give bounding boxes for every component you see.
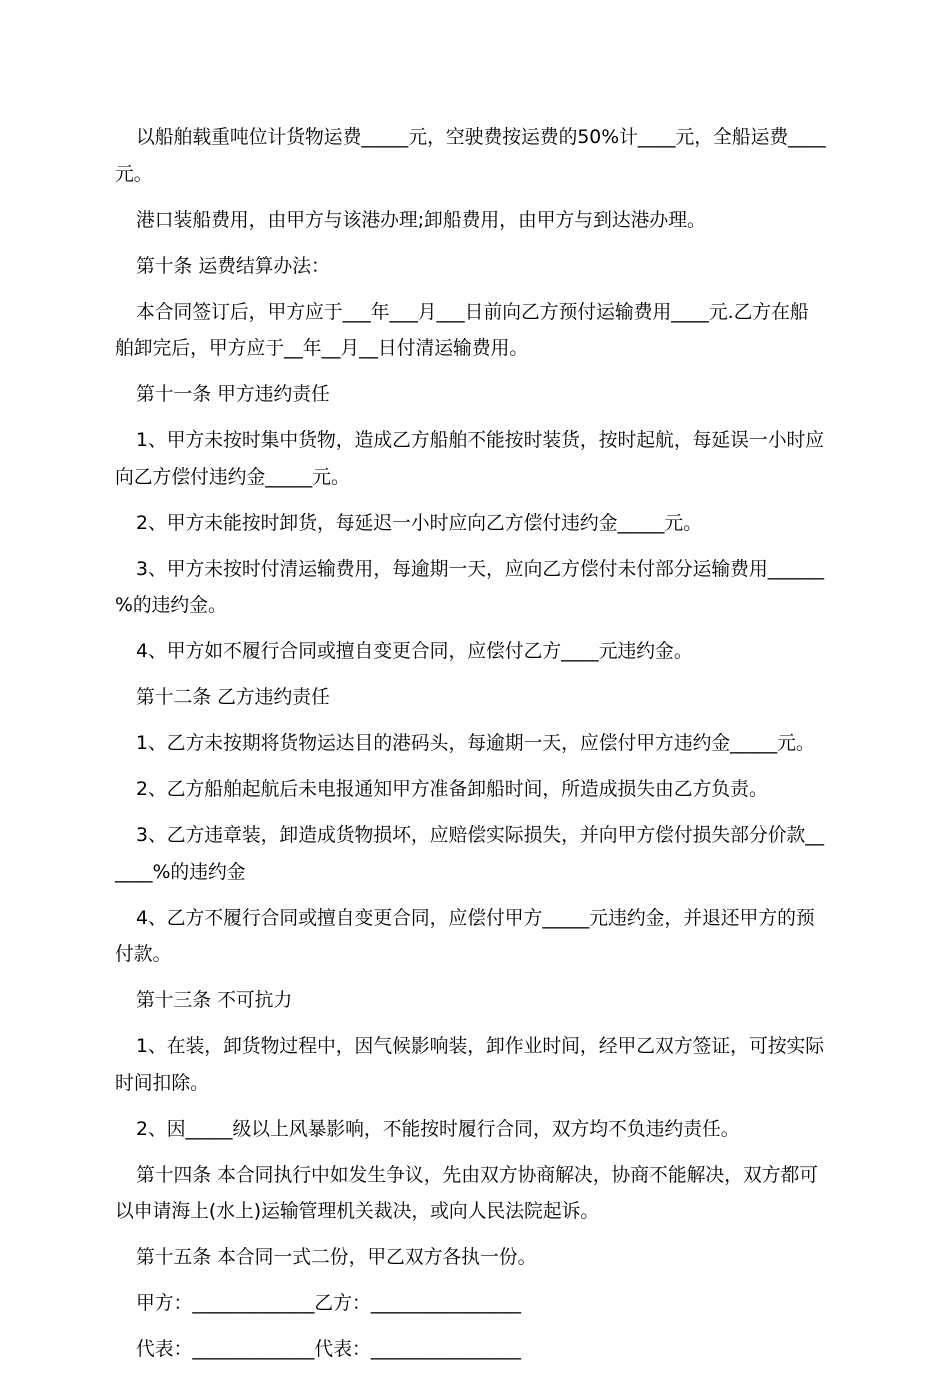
clause-11-1 (115, 423, 837, 496)
clause-13-1 (115, 1029, 837, 1102)
signature-representatives (115, 1332, 837, 1369)
clause-payment-schedule (115, 295, 837, 368)
heading-line: 第十二条 乙方违约责任 (136, 687, 330, 708)
text-line: 以申请海上(水上)运输管理机关裁决，或向人民法院起诉。 (115, 1201, 600, 1222)
text-line: 舶卸完后，甲方应于__年__月__日付清运输费用。 (115, 338, 529, 359)
text-line: 3、乙方违章装，卸造成货物损坏，应赔偿实际损失，并向甲方偿付损失部分价款__ (136, 825, 825, 846)
text-line: 2、乙方船舶起航后未电报通知甲方准备卸船时间，所造成损失由乙方负责。 (136, 779, 768, 800)
text-line: 第十五条 本合同一式二份，甲乙双方各执一份。 (136, 1247, 537, 1268)
text-line: 1、甲方未按时集中货物，造成乙方船舶不能按时装货，按时起航，每延误一小时应 (136, 430, 825, 451)
signature-line: 代表：_____________代表：________________ (136, 1339, 522, 1360)
clause-11-3 (115, 552, 837, 625)
heading-line: 第十三条 不可抗力 (136, 990, 293, 1011)
text-line: 1、乙方未按期将货物运达目的港码头，每逾期一天，应偿付甲方违约金_____元。 (136, 733, 815, 754)
clause-freight-rate (115, 120, 837, 193)
heading-line: 第十一条 甲方违约责任 (136, 384, 330, 405)
text-line: 以船舶载重吨位计货物运费_____元，空驶费按运费的50%计____元，全船运费____ (136, 127, 826, 148)
clause-13-2 (115, 1112, 837, 1149)
article-15-copies (115, 1240, 837, 1277)
text-line: 3、甲方未按时付清运输费用，每逾期一天，应向乙方偿付未付部分运输费用______ (136, 558, 825, 580)
text-line: 4、甲方如不履行合同或擅自变更合同，应偿付乙方____元违约金。 (136, 641, 693, 662)
text-line: 时间扣除。 (115, 1072, 209, 1094)
text-line: ____%的违约金 (115, 861, 246, 883)
clause-12-4 (115, 901, 837, 974)
heading-line: 第十条 运费结算办法： (136, 255, 330, 277)
clause-12-1 (115, 726, 837, 763)
article-heading-10 (115, 249, 837, 286)
article-heading-12 (115, 680, 837, 717)
text-line: 本合同签订后，甲方应于___年___月___日前向乙方预付运输费用____元.乙方在船 (136, 301, 809, 323)
text-line: 2、因_____级以上风暴影响，不能按时履行合同，双方均不负违约责任。 (136, 1118, 740, 1140)
text-line: 2、甲方未能按时卸货，每延迟一小时应向乙方偿付违约金_____元。 (136, 512, 702, 534)
text-line: 元。 (115, 163, 153, 185)
text-line: 向乙方偿付违约金_____元。 (115, 466, 350, 488)
text-line: %的违约金。 (115, 595, 227, 616)
text-line: 港口装船费用，由甲方与该港办理;卸船费用，由甲方与到达港办理。 (136, 209, 706, 231)
contract-body (115, 120, 837, 1378)
text-line: 第十四条 本合同执行中如发生争议，先由双方协商解决，协商不能解决，双方都可 (136, 1164, 819, 1186)
text-line: 1、在装，卸货物过程中，因气候影响装，卸作业时间，经甲乙双方签证，可按实际 (136, 1036, 825, 1057)
article-heading-11 (115, 377, 837, 414)
clause-11-4 (115, 634, 837, 671)
text-line: 付款。 (115, 944, 172, 965)
clause-port-loading-fees (115, 203, 837, 240)
signature-line: 甲方：_____________乙方：________________ (136, 1293, 522, 1314)
article-14-disputes (115, 1158, 837, 1231)
clause-11-2 (115, 506, 837, 543)
signature-parties (115, 1286, 837, 1323)
article-heading-13 (115, 983, 837, 1020)
clause-12-2 (115, 772, 837, 809)
text-line: 4、乙方不履行合同或擅自变更合同，应偿付甲方_____元违约金，并退还甲方的预 (136, 907, 815, 929)
clause-12-3 (115, 818, 837, 891)
